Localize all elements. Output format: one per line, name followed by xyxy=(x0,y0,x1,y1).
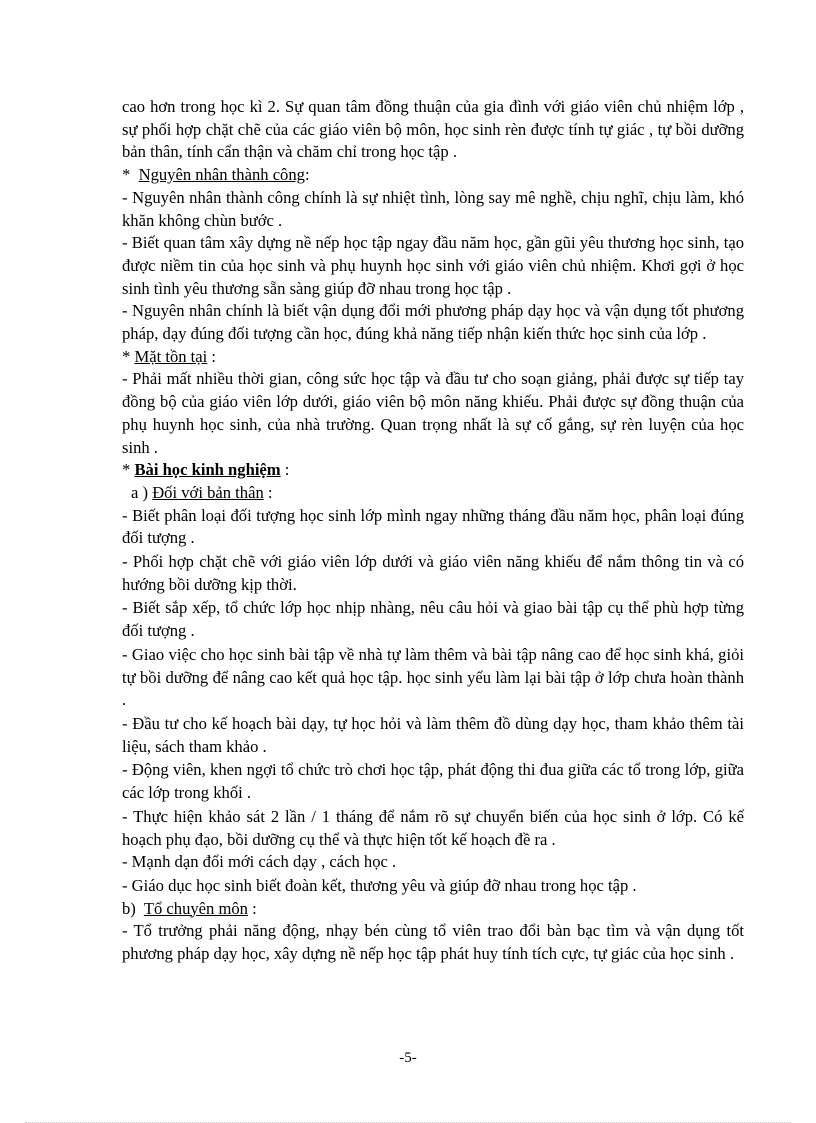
paragraph-self-3: - Biết sắp xếp, tổ chức lớp học nhịp nhàng, nêu câu hỏi và giao bài tập cụ thể phù hợp từng đối tượng . xyxy=(122,598,744,641)
subheading-prefix: b) xyxy=(122,898,144,918)
heading-prefix: * xyxy=(122,460,135,480)
heading-limitations xyxy=(122,346,744,369)
subheading-self-label: Đối với bản thân xyxy=(152,482,264,502)
heading-success-causes xyxy=(122,164,744,187)
subheading-self xyxy=(122,482,744,505)
document-body xyxy=(122,96,744,966)
page-number: -5- xyxy=(399,1050,417,1066)
paragraph-success-3: - Nguyên nhân chính là biết vận dụng đổi mới phương pháp dạy học và vận dụng tốt phương pháp, dạy đúng đối tượng cần học, đúng khả năng tiếp nhận kiến thức học sinh của lớp . xyxy=(122,301,744,344)
subheading-team xyxy=(122,898,744,921)
paragraph-self-4: - Giao việc cho học sinh bài tập về nhà tự làm thêm và bài tập nâng cao để học sinh khá, giỏi tự bồi dưỡng để nâng cao kết quả học tập. học sinh yếu làm lại bài tập ở lớp chưa hoàn thành . xyxy=(122,644,744,710)
subheading-suffix: : xyxy=(263,482,273,502)
subheading-prefix: a ) xyxy=(131,482,153,502)
paragraph-self-8: - Mạnh dạn đổi mới cách dạy , cách học . xyxy=(122,852,397,872)
heading-suffix: : xyxy=(207,346,217,366)
paragraph-team-1: - Tổ trưởng phải năng động, nhạy bén cùng tổ viên trao đổi bàn bạc tìm và vận dụng tốt phương pháp dạy học, xây dựng nề nếp học tập phát huy tính tích cực, tự giác của học sinh . xyxy=(122,921,744,964)
paragraph-success-1: - Nguyên nhân thành công chính là sự nhiệt tình, lòng say mê nghề, chịu nghĩ, chịu làm, khó khăn không chùn bước . xyxy=(122,187,744,230)
subheading-team-label: Tổ chuyên môn xyxy=(143,898,248,918)
heading-prefix: * xyxy=(122,346,135,366)
paragraph-self-1: - Biết phân loại đối tượng học sinh lớp mình ngay những tháng đầu năm học, phân loại đúng đối tượng . xyxy=(122,505,744,548)
subheading-suffix: : xyxy=(247,898,257,918)
paragraph-self-7: - Thực hiện khảo sát 2 lần / 1 tháng để nắm rõ sự chuyển biến của học sinh ở lớp. Có kế hoạch phụ đạo, bồi dưỡng cụ thể và thực hiện tốt kế hoạch đề ra . xyxy=(122,806,744,849)
heading-lessons-label: Bài học kinh nghiệm xyxy=(134,460,281,480)
paragraph-success-2: - Biết quan tâm xây dựng nề nếp học tập ngay đầu năm học, gần gũi yêu thương học sinh, tạo được niềm tin của học sinh và phụ huynh học sinh với giáo viên chủ nhiệm. Khơi gợi ở học sinh tình yêu thương sẵn sàng giúp đỡ nhau trong học tập . xyxy=(122,233,744,298)
heading-limitations-label: Mặt tồn tại xyxy=(134,346,208,366)
paragraph-self-6: - Động viên, khen ngợi tổ chức trò chơi học tập, phát động thi đua giữa các tổ trong lớp, giữa các lớp trong khối . xyxy=(122,760,744,803)
heading-lessons xyxy=(122,459,744,482)
paragraph-self-5: - Đầu tư cho kế hoạch bài dạy, tự học hỏi và làm thêm đồ dùng dạy học, tham khảo thêm tài liệu, sách tham khảo . xyxy=(122,713,744,756)
heading-success-causes-label: Nguyên nhân thành công xyxy=(138,165,305,185)
heading-suffix: : xyxy=(280,460,290,480)
heading-suffix: : xyxy=(304,165,310,185)
heading-prefix: * xyxy=(122,165,139,185)
paragraph-self-2: - Phối hợp chặt chẽ với giáo viên lớp dưới và giáo viên năng khiếu để nắm thông tin và có hướng bồi dưỡng kịp thời. xyxy=(122,552,744,594)
paragraph-intro: cao hơn trong học kì 2. Sự quan tâm đồng thuận của gia đình với giáo viên chủ nhiệm lớp , sự phối hợp chặt chẽ của các giáo viên bộ môn, học sinh rèn được tính tự giác , tự bồi dưỡng bản thân, tính cẩn thận và chăm chỉ trong học tập . xyxy=(122,97,744,162)
paragraph-limitations-1: - Phải mất nhiều thời gian, công sức học tập và đầu tư cho soạn giảng, phải được sự tiếp tay đồng bộ của giáo viên lớp dưới, giáo viên bộ môn năng khiếu. Phải được sự đồng thuận của phụ huynh học sinh, của nhà trường. Quan trọng nhất là sự cố gắng, sự rèn luyện của học sinh . xyxy=(122,369,744,457)
paragraph-self-9: - Giáo dục học sinh biết đoàn kết, thương yêu và giúp đỡ nhau trong học tập . xyxy=(122,875,637,895)
